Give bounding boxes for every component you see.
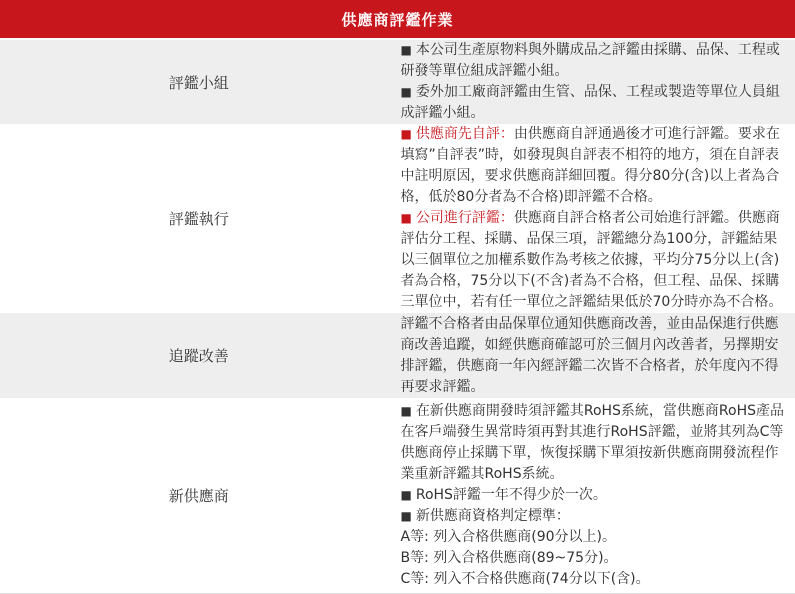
square-bullet-icon: ■ [401, 127, 412, 141]
list-item [401, 124, 788, 208]
item-text: 由供應商自評通過後才可進行評鑑。要求在填寫”自評表”時，如發現與自評表不相符的地方，須在自評表中註明原因，要求供應商詳細回覆。得分80分(含)以上者為合格，低於80分者為不合格)即評鑑不合格。 [401, 126, 780, 205]
grade-c: C等: 列入不合格供應商(74分以下(含)。 [401, 569, 788, 590]
grade-a: A等: 列入合格供應商(90分以上)。 [401, 527, 788, 548]
item-title: 公司進行評鑑： [416, 210, 514, 226]
item-title: 供應商先自評： [416, 126, 514, 142]
row-content [398, 124, 795, 313]
list-item: ■ 新供應商資格判定標準： [401, 506, 788, 527]
table-header: 供應商評鑑作業 [0, 0, 795, 39]
list-item [401, 208, 788, 313]
table-row-follow-up [0, 313, 795, 398]
table-row-evaluation-team [0, 39, 795, 124]
grade-b: B等: 列入合格供應商(89~75分)。 [401, 548, 788, 569]
square-bullet-icon: ■ [401, 43, 412, 57]
row-label: 追蹤改善 [0, 313, 398, 398]
table-row-evaluation-execution [0, 124, 795, 313]
row-label: 新供應商 [0, 398, 398, 593]
square-bullet-icon: ■ [401, 509, 412, 523]
list-item: ■ RoHS評鑑一年不得少於一次。 [401, 485, 788, 506]
row-content: 評鑑不合格者由品保單位通知供應商改善，並由品保進行供應商改善追蹤，如經供應商確認可於三個月內改善者，另擇期安排評鑑，供應商一年內經評鑑二次皆不合格者，於年度內不得再要求評鑑。 [398, 313, 795, 398]
item-text: 供應商自評合格者公司始進行評鑑。供應商評估分工程、採購、品保三項，評鑑總分為100分，評鑑結果以三個單位之加權系數作為考核之依據，平均分75分以上(含)者為合格，75分以下(不含)者為不合格，但工程、品保、採購三單位中，若有任一單位之評鑑結果低於70分時亦為不合格。 [401, 210, 783, 310]
table-row-new-supplier [0, 398, 795, 593]
row-content [398, 398, 795, 593]
row-label: 評鑑執行 [0, 124, 398, 313]
row-label: 評鑑小組 [0, 39, 398, 124]
square-bullet-icon: ■ [401, 211, 412, 225]
list-item: ■ 本公司生產原物料與外購成品之評鑑由採購、品保、工程或研發等單位組成評鑑小組。 [401, 40, 788, 82]
square-bullet-icon: ■ [401, 404, 412, 418]
list-item: ■ 在新供應商開發時須評鑑其RoHS系統，當供應商RoHS產品在客戶端發生異常時須再對其進行RoHS評鑑，並將其列為C等供應商停止採購下單，恢復採購下單須按新供應商開發流程作業重新評鑑其RoHS系統。 [401, 401, 788, 485]
list-item: ■ 委外加工廠商評鑑由生管、品保、工程或製造等單位人員組成評鑑小組。 [401, 82, 788, 124]
square-bullet-icon: ■ [401, 85, 412, 99]
square-bullet-icon: ■ [401, 488, 412, 502]
row-content [398, 39, 795, 124]
